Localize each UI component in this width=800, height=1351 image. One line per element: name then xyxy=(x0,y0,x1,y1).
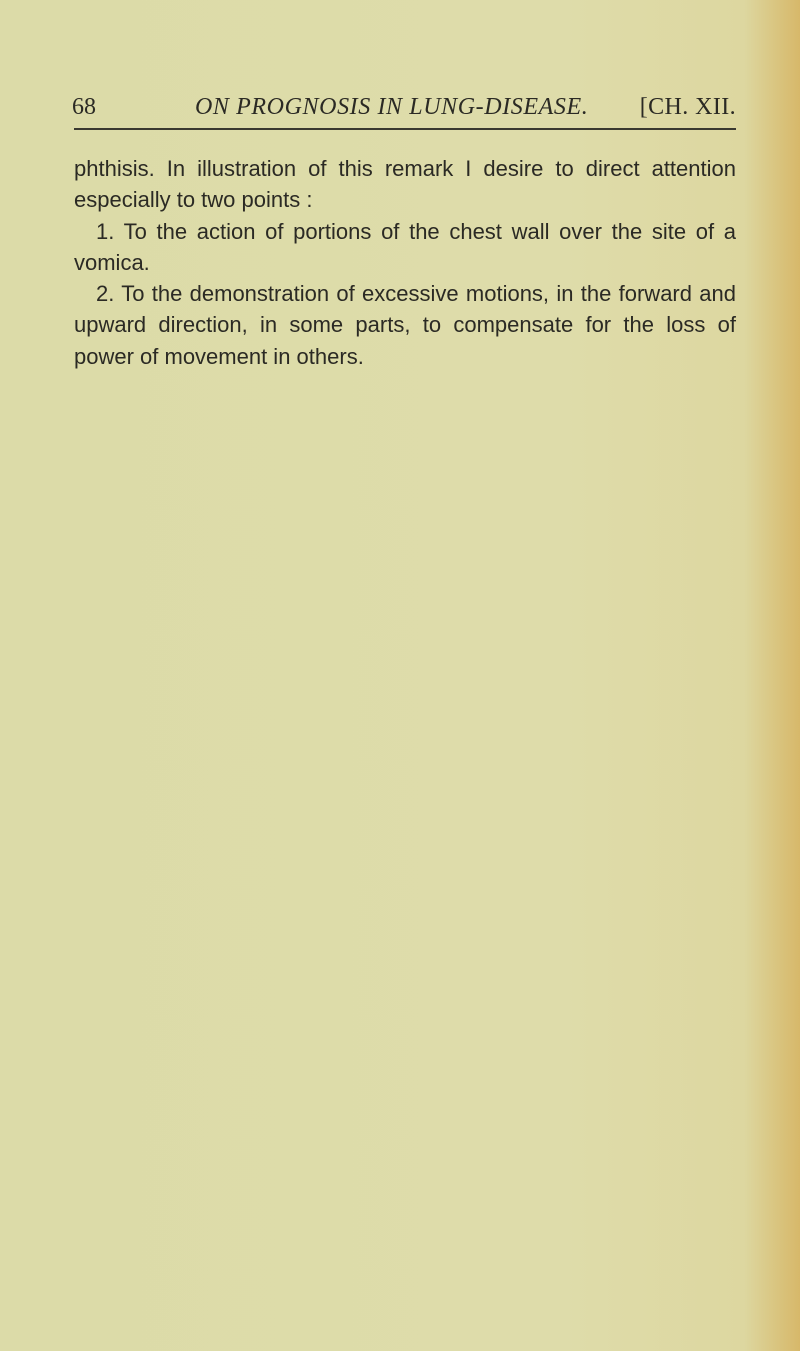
page-header xyxy=(72,90,736,124)
chapter-reference: [CH. XII. xyxy=(639,94,736,120)
body-text xyxy=(74,153,736,372)
header-rule xyxy=(74,128,736,130)
paragraph-point-1: 1. To the action of portions of the chest wall over the site of a vomica. xyxy=(74,218,736,275)
page-number: 68 xyxy=(72,94,96,120)
paragraph-point-2: 2. To the demonstration of excessive motions, in the forward and upward direction, in some parts, to compensate for the loss of power of movement in others. xyxy=(74,281,736,369)
running-title: ON PROGNOSIS IN LUNG-DISEASE. xyxy=(195,94,589,120)
paragraph-continuation: phthisis. In illustration of this remark I desire to direct attention especially to two points : xyxy=(74,156,736,213)
